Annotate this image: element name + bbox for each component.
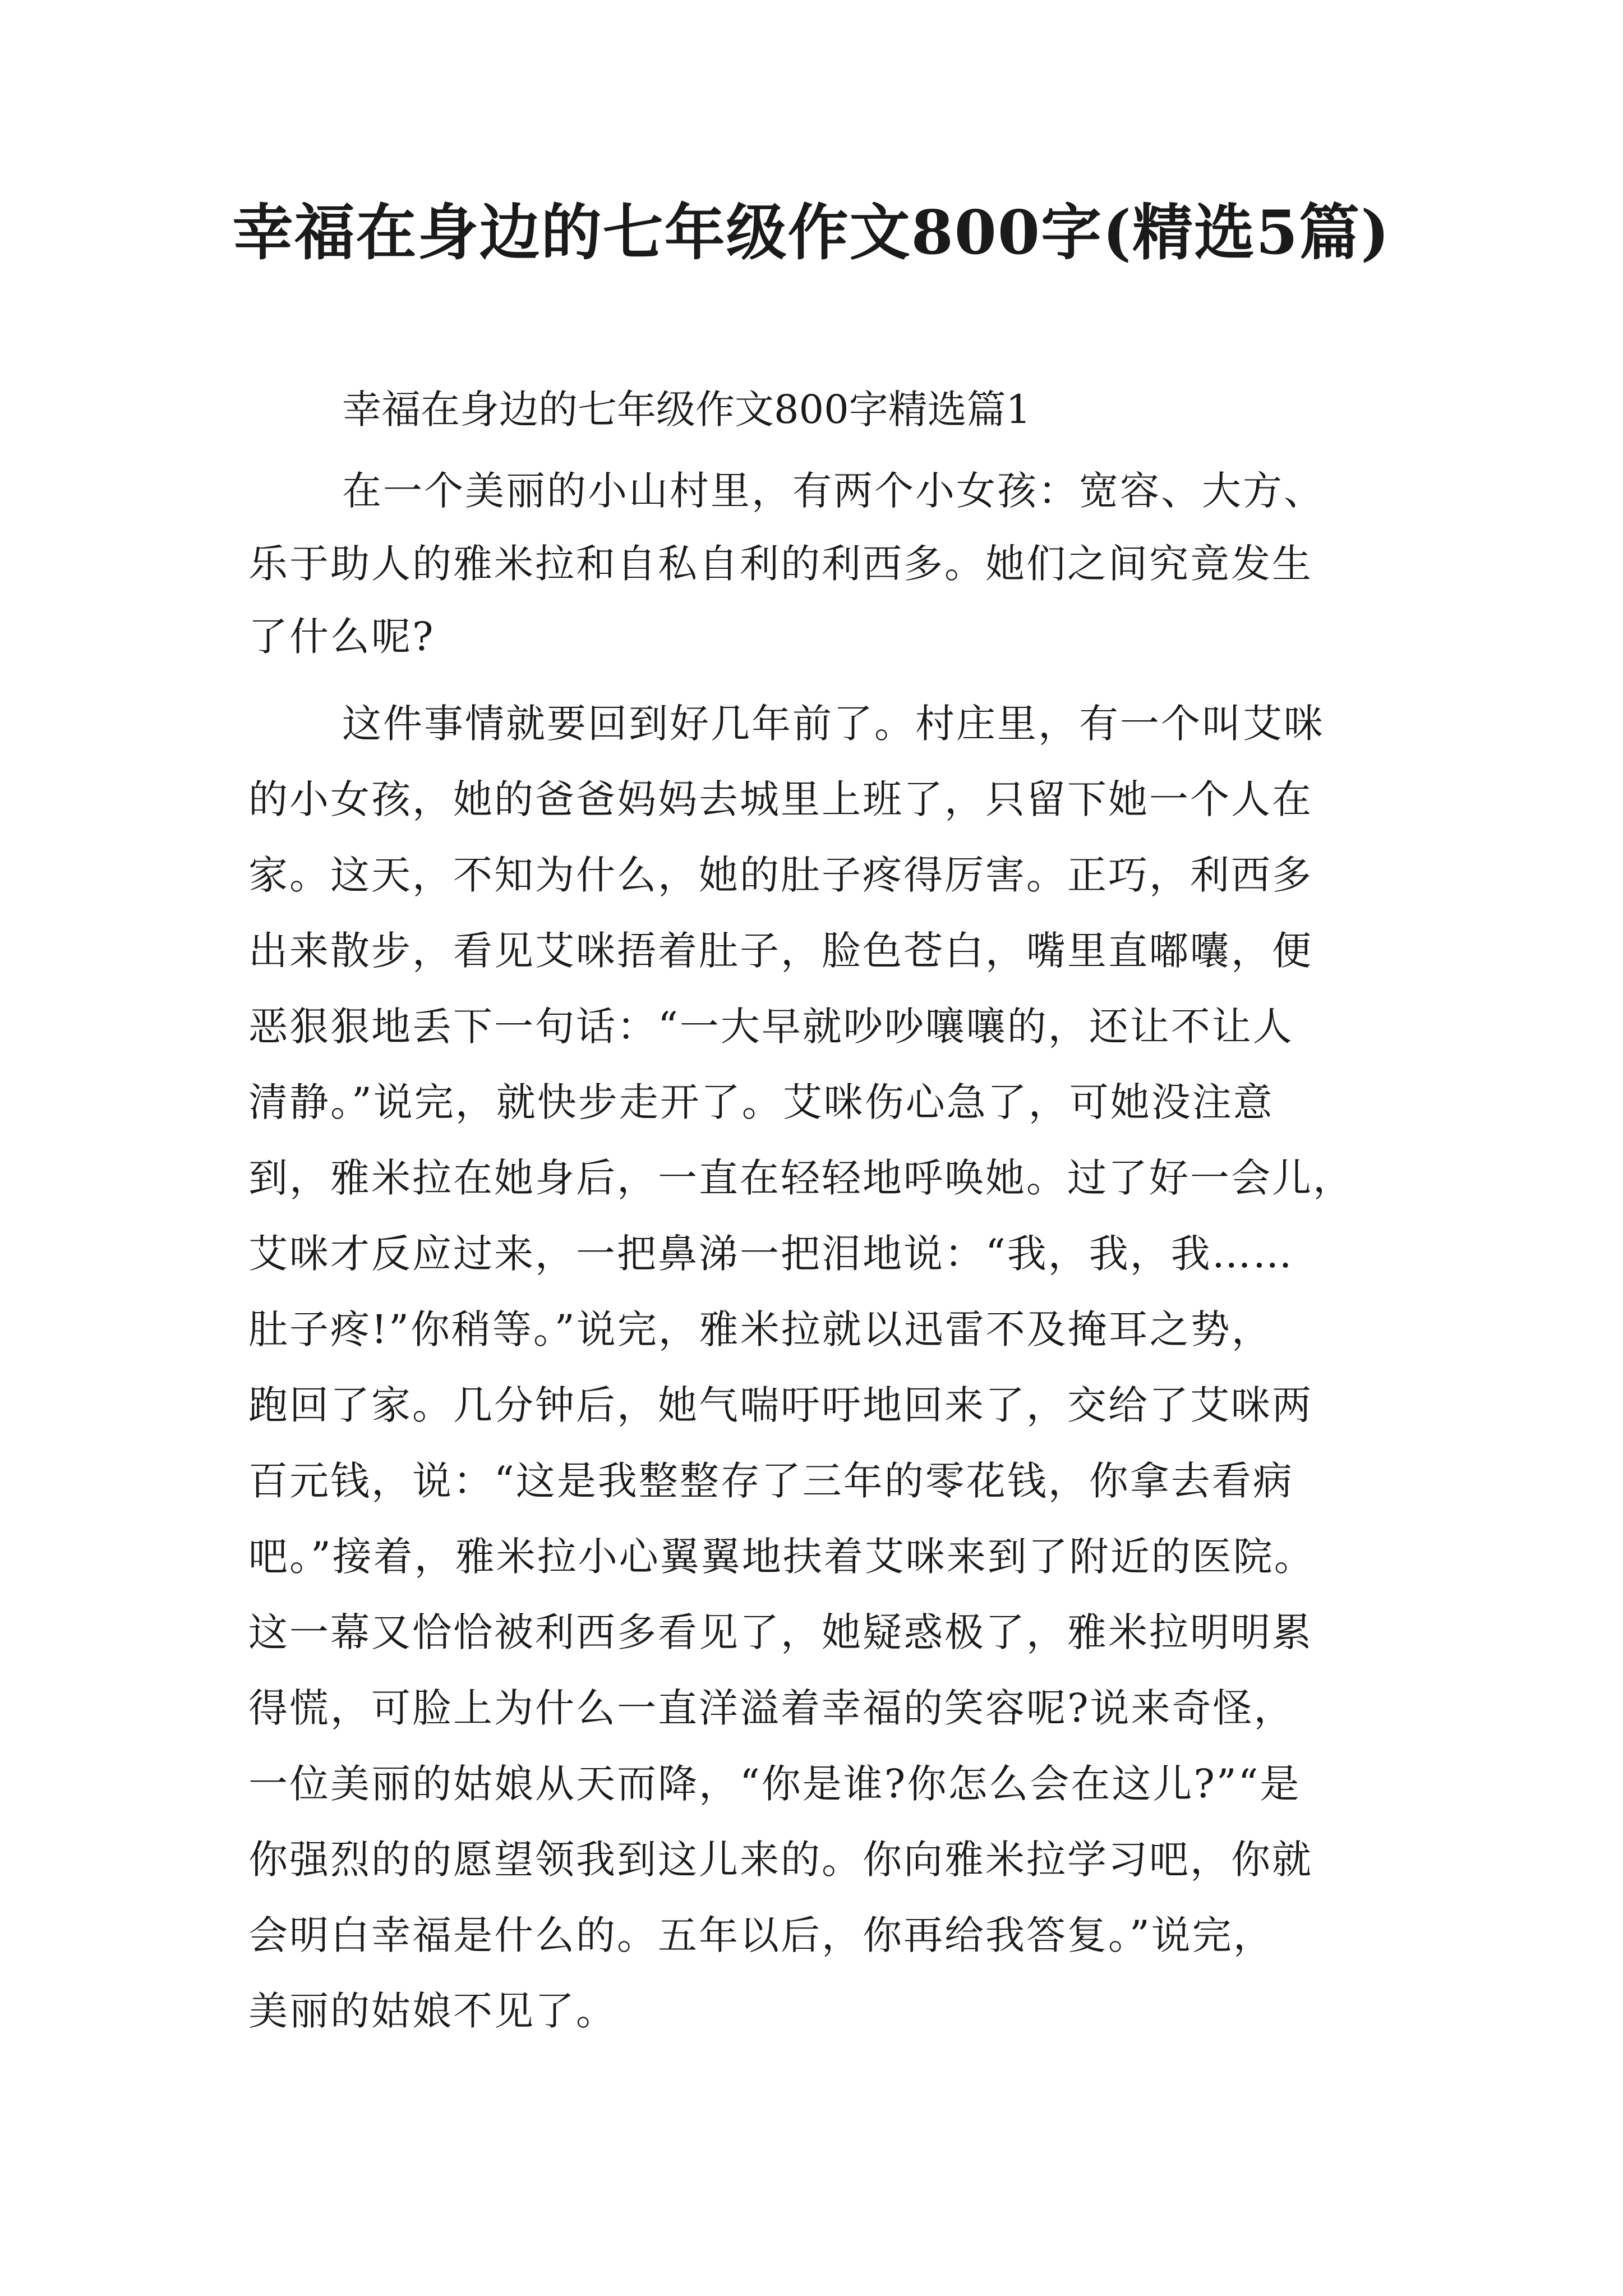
paragraph-line: 到，雅米拉在她身后，一直在轻轻地呼唤她。过了好一会儿， xyxy=(248,1155,1354,1201)
paragraph-line: 的小女孩，她的爸爸妈妈去城里上班了，只留下她一个人在 xyxy=(248,776,1313,822)
paragraph-line: 美丽的姑娘不见了。 xyxy=(248,1988,617,2034)
paragraph-line: 家。这天，不知为什么，她的肚子疼得厉害。正巧，利西多 xyxy=(248,852,1313,898)
paragraph-line: 一位美丽的姑娘从天而降，“你是谁?你怎么会在这儿?”“是 xyxy=(248,1761,1301,1807)
paragraph-line: 得慌，可脸上为什么一直洋溢着幸福的笑容呢?说来奇怪， xyxy=(248,1685,1295,1731)
paragraph-line: 乐于助人的雅米拉和自私自利的利西多。她们之间究竟发生 xyxy=(248,541,1313,587)
paragraph-line: 了什么呢? xyxy=(248,614,435,660)
paragraph-line: 肚子疼!”你稍等。”说完，雅米拉就以迅雷不及掩耳之势， xyxy=(248,1306,1272,1352)
paragraph-line: 清静。”说完，就快步走开了。艾咪伤心急了，可她没注意 xyxy=(248,1079,1274,1125)
paragraph-line: 这件事情就要回到好几年前了。村庄里，有一个叫艾咪 xyxy=(342,701,1325,747)
paragraph-line: 艾咪才反应过来，一把鼻涕一把泪地说：“我，我，我…… xyxy=(248,1231,1294,1277)
section-heading: 幸福在身边的七年级作文800字精选篇1 xyxy=(342,386,1031,432)
paragraph-line: 恶狠狠地丢下一句话：“一大早就吵吵嚷嚷的，还让不让人 xyxy=(248,1004,1294,1050)
paragraph-line: 会明白幸福是什么的。五年以后，你再给我答复。”说完， xyxy=(248,1912,1274,1958)
paragraph-line: 在一个美丽的小山村里，有两个小女孩：宽容、大方、 xyxy=(342,468,1325,514)
paragraph-line: 吧。”接着，雅米拉小心翼翼地扶着艾咪来到了附近的医院。 xyxy=(248,1534,1315,1580)
paragraph-line: 百元钱，说：“这是我整整存了三年的零花钱，你拿去看病 xyxy=(248,1458,1294,1504)
paragraph-line: 这一幕又恰恰被利西多看见了，她疑惑极了，雅米拉明明累 xyxy=(248,1609,1313,1655)
paragraph-line: 跑回了家。几分钟后，她气喘吁吁地回来了，交给了艾咪两 xyxy=(248,1382,1313,1428)
document-title: 幸福在身边的七年级作文800字(精选5篇) xyxy=(232,197,1391,268)
paragraph-line: 你强烈的的愿望领我到这儿来的。你向雅米拉学习吧，你就 xyxy=(248,1837,1313,1883)
paragraph-line: 出来散步，看见艾咪捂着肚子，脸色苍白，嘴里直嘟囔，便 xyxy=(248,928,1313,974)
